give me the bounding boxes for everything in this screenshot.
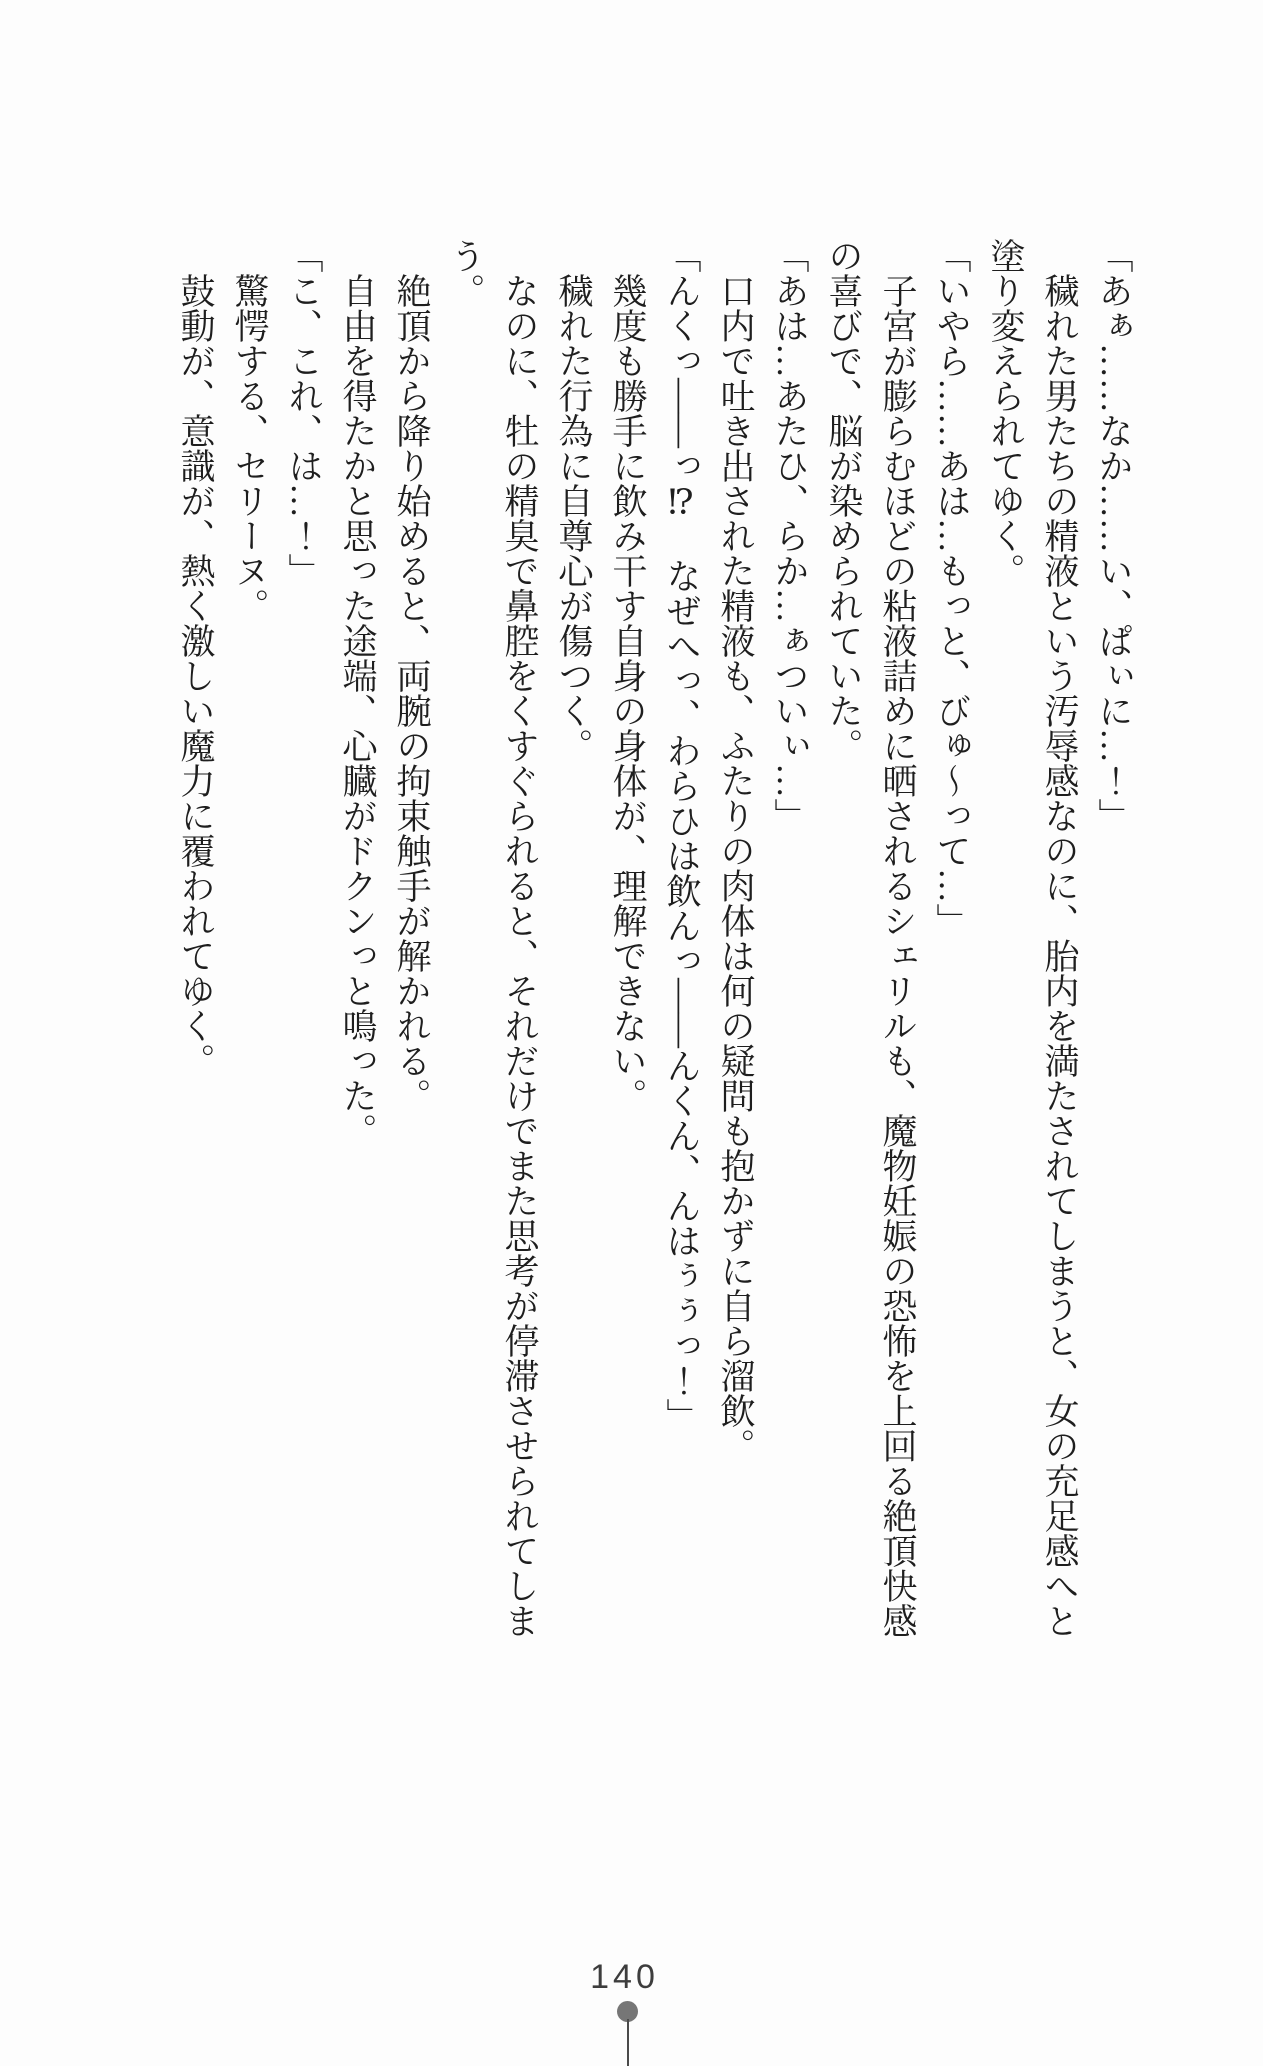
dialogue-line: 「あぁ……なか……い、ぱぃに…！」 bbox=[1094, 238, 1133, 833]
dialogue-line: 「こ、これ、は…！」 bbox=[284, 238, 323, 588]
vertical-text-block bbox=[168, 238, 1140, 1650]
dialogue-line: 「あは…あたひ、らか…ぁついぃ…」 bbox=[770, 238, 809, 833]
narrative-line: 子宮が膨らむほどの粘液詰めに晒されるシェリルも、魔物妊娠の恐怖を上回る絶頂快感の喜びで、脳が染められていた。 bbox=[824, 238, 917, 1638]
narrative-line: なのに、牡の精臭で鼻腔をくすぐられると、それだけでまた思考が停滞させられてしまう。 bbox=[446, 238, 539, 1638]
narrative-line: 穢れた男たちの精液という汚辱感なのに、胎内を満たされてしまうと、女の充足感へと塗り変えられてゆく。 bbox=[986, 238, 1079, 1638]
narrative-line: 自由を得たかと思った途端、心臓がドクンっと鳴った。 bbox=[338, 273, 377, 1148]
narrative-line: 穢れた行為に自尊心が傷つく。 bbox=[554, 273, 593, 763]
page-number: 140 bbox=[590, 1958, 659, 1996]
narrative-line: 幾度も勝手に飲み干す自身の身体が、理解できない。 bbox=[608, 273, 647, 1113]
dialogue-line: 「いやら……あは…もっと、びゅ〜って…」 bbox=[932, 238, 971, 938]
narrative-line: 驚愕する、セリーヌ。 bbox=[230, 273, 269, 623]
narrative-line: 口内で吐き出された精液も、ふたりの肉体は何の疑問も抱かずに自ら溜飲。 bbox=[716, 273, 755, 1463]
footer-rule-icon bbox=[627, 2019, 629, 2066]
narrative-line: 絶頂から降り始めると、両腕の拘束触手が解かれる。 bbox=[392, 273, 431, 1113]
narrative-line: 鼓動が、意識が、熱く激しい魔力に覆われてゆく。 bbox=[176, 273, 215, 1078]
dialogue-line: 「んくっ――っ⁉ なぜへっ、わらひは飲んっ――んくん、んはぅぅっ！」 bbox=[662, 238, 701, 1433]
